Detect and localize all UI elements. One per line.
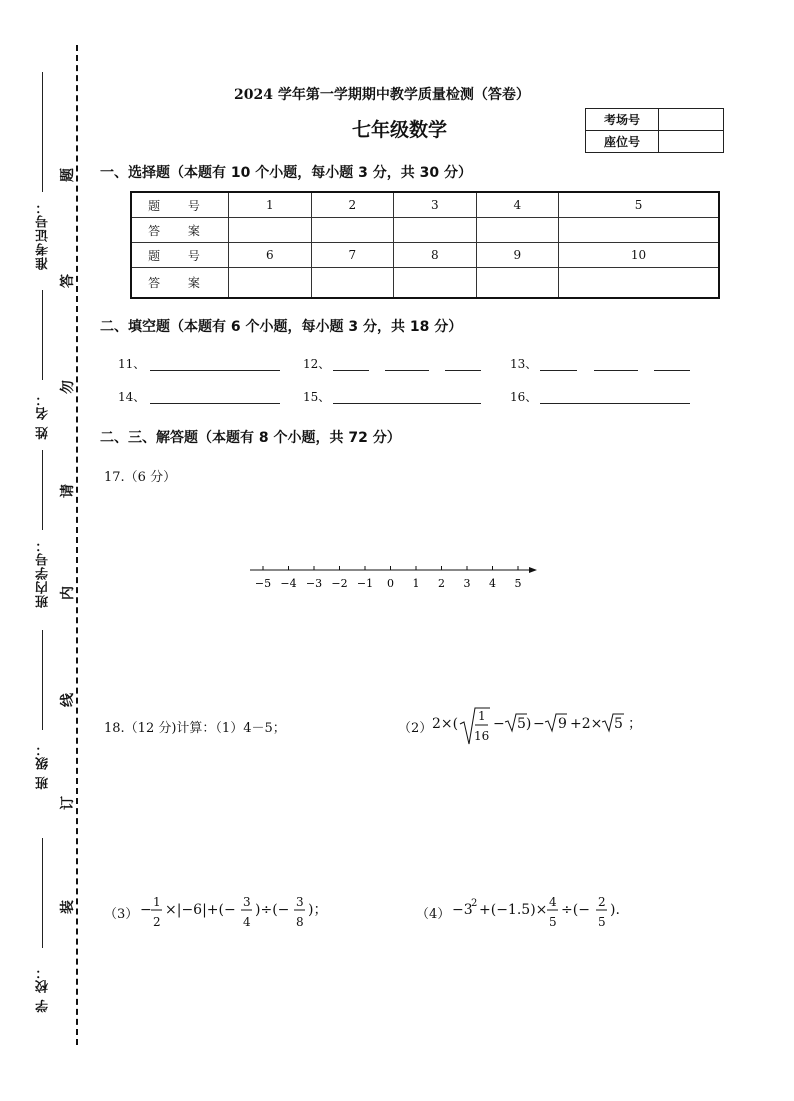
fill-blank-15[interactable] [333,403,481,404]
answer-cell-5[interactable] [559,218,719,243]
q18-part1: 18.（12 分)计算：（1）4－5； [104,721,286,736]
question-number-cell: 3 [394,192,477,218]
seat-number-label: 座位号 [586,131,659,153]
svg-text:−: − [533,716,545,732]
question-number-cell: 5 [559,192,719,218]
school-label: 学 校： [36,965,51,1013]
svg-text:−3: −3 [452,902,473,918]
exam-id-field-line[interactable] [42,72,43,192]
question-number-cell: 2 [311,192,394,218]
seal-char-3: 线 [60,693,76,707]
svg-text:3: 3 [243,895,251,909]
seal-char-4: 内 [60,586,76,600]
number-line-tick-label: 4 [489,577,496,590]
answer-cell-6[interactable] [229,268,312,298]
svg-text:4: 4 [549,895,557,909]
question-number-cell: 6 [229,243,312,268]
choice-answer-table [130,191,720,299]
svg-text:8: 8 [296,915,304,929]
seat-info-box [585,108,724,153]
svg-text:2: 2 [598,895,606,909]
answer-cell-2[interactable] [311,218,394,243]
table-row [131,218,719,243]
fill-blank-13a[interactable] [540,370,577,371]
question-number-cell: 7 [311,243,394,268]
q18-part3-label: （3） [104,907,139,922]
number-line-tick-label: −1 [356,577,374,590]
number-line-tick-label: −4 [280,577,297,590]
fill-blank-12b[interactable] [385,370,429,371]
subject-title: 七年级数学 [352,119,448,141]
svg-text:；: ； [628,716,642,732]
question-number-cell: 4 [476,192,559,218]
svg-text:2: 2 [153,915,161,929]
svg-text:2×(: 2×( [432,716,459,732]
fill-blank-14[interactable] [150,403,280,404]
svg-text:+(−1.5)×: +(−1.5)× [479,902,548,918]
q18-part4-expression [450,886,650,936]
fill-label-15: 15、 [303,390,331,404]
q18-part2-label: （2） [398,721,433,736]
fill-blank-12c[interactable] [445,370,481,371]
svg-text:2: 2 [471,898,478,909]
svg-text:16: 16 [474,729,490,743]
question-number-cell: 8 [394,243,477,268]
exam-title: 2024 学年第一学期期中教学质量检测（答卷） [234,87,530,103]
answer-cell-3[interactable] [394,218,477,243]
number-line-tick-label: 3 [463,577,471,590]
q17-label: 17.（6 分） [104,470,177,485]
question-number-header: 题 号 [131,243,229,268]
school-field-line[interactable] [42,838,43,948]
fill-blank-13c[interactable] [654,370,690,371]
fill-blank-12a[interactable] [333,370,369,371]
fill-blank-11[interactable] [150,370,280,371]
fill-label-13: 13、 [510,357,538,371]
number-line-tick-label: −5 [254,577,272,590]
svg-text:×|−6|+(−: ×|−6|+(− [165,902,236,918]
question-number-cell: 10 [559,243,719,268]
number-line-tick-label: 5 [514,577,522,590]
room-number-field[interactable] [659,109,724,131]
question-number-header: 题 号 [131,192,229,218]
answer-cell-9[interactable] [476,268,559,298]
answer-header: 答 案 [131,218,229,243]
svg-text:−: − [140,902,152,918]
svg-text:)；: )； [308,902,328,918]
svg-text:).: ). [610,902,620,918]
svg-text:4: 4 [243,915,251,929]
q18-part4-label: （4） [416,907,451,922]
seal-char-5: 请 [60,484,76,498]
class-label: 班 级： [36,742,51,790]
svg-text:5: 5 [549,915,557,929]
number-line-tick-label: 2 [438,577,445,590]
room-number-label: 考场号 [586,109,659,131]
answer-cell-1[interactable] [229,218,312,243]
number-line-arrow [529,567,537,573]
name-field-line[interactable] [42,290,43,380]
table-row [131,268,719,298]
binding-dashed-line [76,45,78,1045]
number-line-tick-label: 0 [387,577,394,590]
table-row [131,243,719,268]
fill-blank-16[interactable] [540,403,690,404]
seal-char-6: 勿 [60,380,76,394]
answer-cell-4[interactable] [476,218,559,243]
answer-cell-10[interactable] [559,268,719,298]
answer-cell-7[interactable] [311,268,394,298]
question-number-cell: 9 [476,243,559,268]
answer-cell-8[interactable] [394,268,477,298]
svg-text:+2×: +2× [570,716,603,732]
seat-number-field[interactable] [659,131,724,153]
section2-title: 二、填空题（本题有 6 个小题，每小题 3 分，共 18 分） [100,319,463,335]
fill-label-16: 16、 [510,390,538,404]
seal-char-1: 装 [60,900,76,914]
seal-char-8: 题 [60,168,76,182]
section3-title: 二、三、解答题（本题有 8 个小题，共 72 分） [100,430,401,446]
svg-text:5: 5 [598,915,606,929]
answer-header: 答 案 [131,268,229,298]
question-number-cell: 1 [229,192,312,218]
svg-text:÷(−: ÷(− [561,902,590,918]
table-row [131,192,719,218]
svg-text:5: 5 [614,716,623,732]
svg-text:5): 5) [517,716,532,732]
fill-label-12: 12、 [303,357,331,371]
fill-label-11: 11、 [118,357,146,371]
section1-title: 一、选择题（本题有 10 个小题，每小题 3 分，共 30 分） [100,165,472,181]
name-label: 姓 名： [36,392,51,440]
svg-text:9: 9 [558,716,567,732]
class-field-line[interactable] [42,630,43,730]
seal-char-2: 订 [60,796,76,810]
fill-blank-13b[interactable] [594,370,638,371]
svg-text:1: 1 [478,709,486,723]
seal-char-7: 答 [60,274,76,288]
number-line-tick-label: −3 [305,577,323,590]
svg-text:1: 1 [153,895,161,909]
q18-part3-expression [138,886,338,936]
number-line-tick-label: −2 [331,577,348,590]
fill-label-14: 14、 [118,390,146,404]
q18-part2-expression [430,700,645,752]
number-line-tick-label: 1 [412,577,420,590]
number-line [245,560,545,596]
class-number-label: 班内学号： [36,538,51,608]
svg-text:3: 3 [296,895,304,909]
svg-text:)÷(−: )÷(− [255,902,290,918]
exam-id-label: 准考证号： [36,200,51,270]
svg-text:−: − [493,716,505,732]
class-number-field-line[interactable] [42,450,43,530]
